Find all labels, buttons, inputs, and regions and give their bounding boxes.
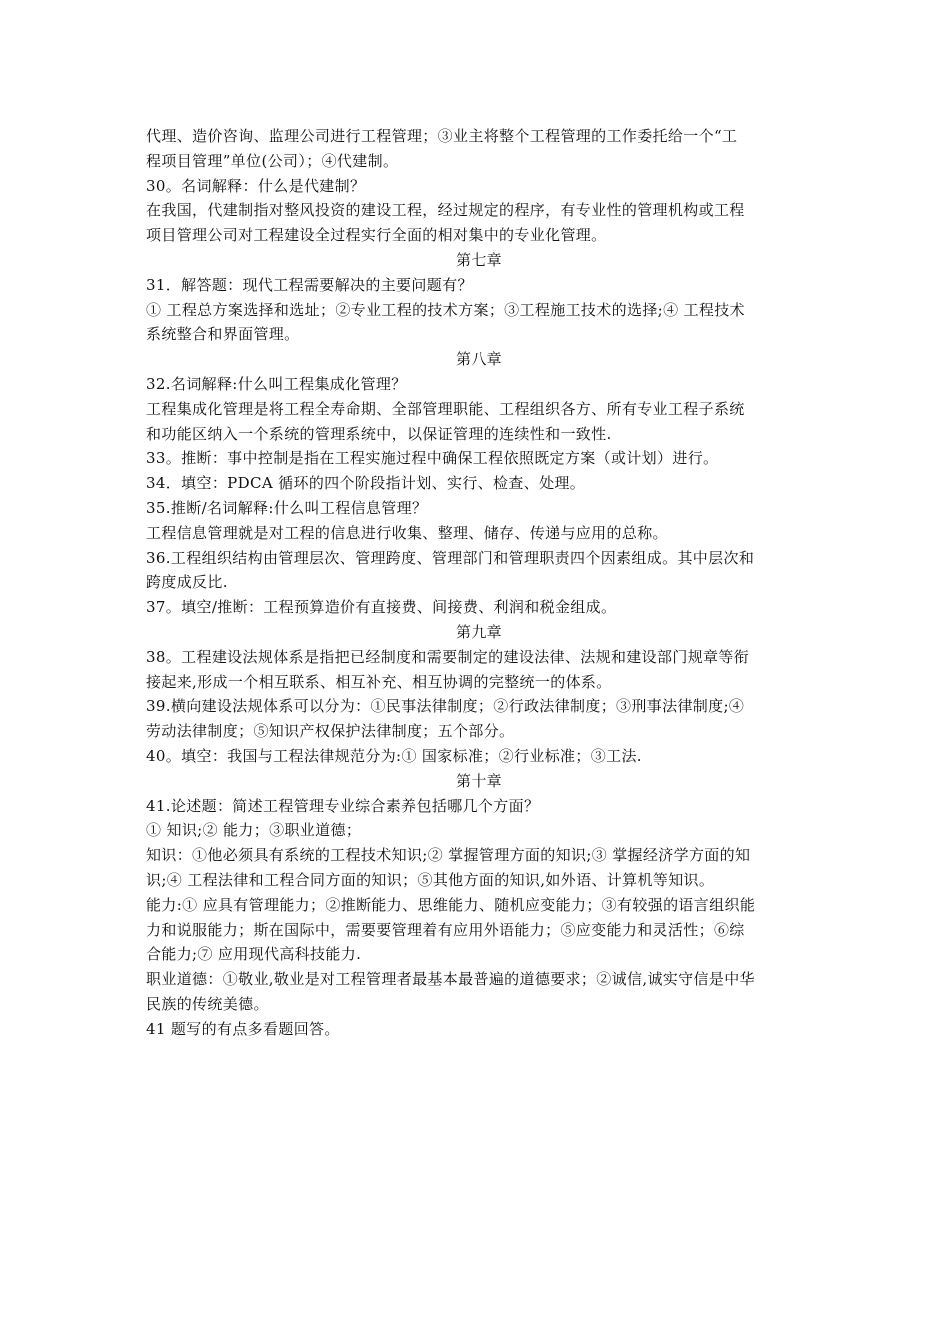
text-line: 31．解答题：现代工程需要解决的主要问题有？ — [146, 275, 473, 294]
text-line: 41 题写的有点多看题回答。 — [146, 1019, 340, 1038]
text-line: 跨度成反比. — [146, 573, 228, 592]
text-line: 工程集成化管理是将工程全寿命期、全部管理职能、工程组织各方、所有专业工程子系统 — [146, 399, 745, 418]
text-line: 34．填空：PDCA 循环的四个阶段指计划、实行、检查、处理。 — [146, 474, 586, 493]
text-line: 民族的传统美德。 — [146, 994, 269, 1013]
text-line: 和功能区纳入一个系统的管理系统中，以保证管理的连续性和一致性. — [146, 424, 612, 443]
chapter-heading: 第十章 — [455, 771, 503, 790]
text-line: 接起来,形成一个相互联系、相互补充、相互协调的完整统一的体系。 — [146, 672, 612, 691]
text-line: 职业道德：①敬业,敬业是对工程管理者最基本最普遍的道德要求；②诚信,诚实守信是中华 — [146, 970, 755, 989]
text-line: 工程信息管理就是对工程的信息进行收集、整理、储存、传递与应用的总称。 — [146, 523, 668, 542]
text-line: 项目管理公司对工程建设全过程实行全面的相对集中的专业化管理。 — [146, 226, 607, 245]
text-line: ① 知识;② 能力；③职业道德； — [146, 821, 362, 840]
chapter-heading: 第八章 — [455, 350, 503, 369]
text-line: 代理、造价咨询、监理公司进行工程管理；③业主将整个工程管理的工作委托给一个“工 — [146, 127, 738, 145]
text-line: 知识：①他必须具有系统的工程技术知识;② 掌握管理方面的知识;③ 掌握经济学方面的知 — [146, 846, 751, 865]
text-line: 40。填空：我国与工程法律规范分为:① 国家标准；②行业标准；③工法. — [146, 746, 642, 765]
text-line: 能力:① 应具有管理能力；②推断能力、思维能力、随机应变能力；③有较强的语言组织能 — [146, 895, 756, 914]
text-line: 39.横向建设法规体系可以分为：①民事法律制度；②行政法律制度；③刑事法律制度;④ — [146, 697, 745, 716]
text-line: 33。推断：事中控制是指在工程实施过程中确保工程依照既定方案（或计划）进行。 — [146, 449, 719, 468]
text-line: 在我国，代建制指对整风投资的建设工程，经过规定的程序，有专业性的管理机构或工程 — [146, 201, 745, 220]
text-line: 系统整合和界面管理。 — [146, 325, 300, 344]
text-line: ① 工程总方案选择和选址；②专业工程的技术方案；③工程施工技术的选择;④ 工程技术 — [146, 300, 745, 319]
chapter-heading: 第七章 — [455, 250, 503, 269]
text-line: 程项目管理”单位(公司）；④代建制。 — [146, 151, 399, 170]
text-line: 力和说服能力；斯在国际中，需要要管理着有应用外语能力；⑤应变能力和灵活性；⑥综 — [146, 920, 745, 939]
text-line: 识;④ 工程法律和工程合同方面的知识；⑤其他方面的知识,如外语、计算机等知识。 — [146, 870, 715, 889]
text-line: 32.名词解释:什么叫工程集成化管理？ — [146, 374, 407, 393]
text-line: 劳动法律制度；⑤知识产权保护法律制度；五个部分。 — [146, 722, 515, 741]
text-line: 41.论述题：简述工程管理专业综合素养包括哪几个方面？ — [146, 796, 540, 815]
text-line: 37。填空/推断：工程预算造价有直接费、间接费、利润和税金组成。 — [146, 598, 617, 617]
text-line: 38。工程建设法规体系是指把已经制度和需要制定的建设法律、法规和建设部门规章等衔 — [146, 647, 750, 666]
chapter-heading: 第九章 — [455, 622, 503, 641]
text-line: 30。名词解释：什么是代建制？ — [146, 176, 366, 195]
text-line: 35.推断/名词解释:什么叫工程信息管理？ — [146, 498, 428, 517]
document-page — [146, 124, 812, 1041]
text-line: 合能力;⑦ 应用现代高科技能力. — [146, 945, 362, 964]
text-line: 36.工程组织结构由管理层次、管理跨度、管理部门和管理职责四个因素组成。其中层次和 — [146, 548, 755, 567]
